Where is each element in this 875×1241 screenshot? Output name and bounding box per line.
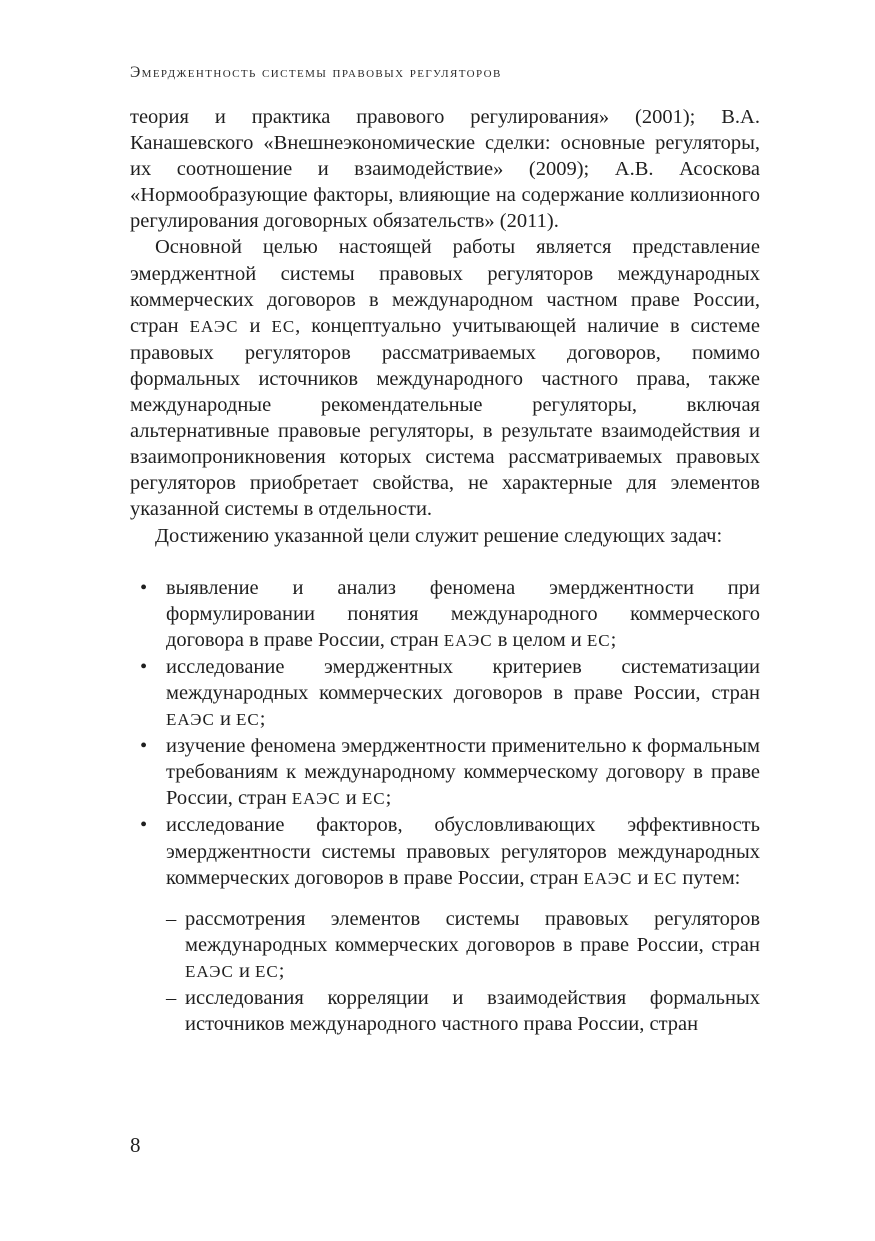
paragraph-tasks-intro: Достижению указанной цели служит решение следующих задач: (155, 524, 723, 547)
list-item-text: выявление и анализ феномена эмерджентности при формулировании понятия международного коммерческого договора в праве России, стран (166, 576, 760, 651)
abbr-es: ЕС (361, 789, 386, 809)
body-text (130, 104, 760, 1037)
list-item (130, 733, 760, 812)
list-item-text: ; (385, 787, 392, 810)
list-item (130, 812, 760, 891)
page-number: 8 (130, 1133, 141, 1157)
dash-marker: – (166, 907, 177, 930)
list-item-text: и (340, 787, 362, 810)
abbr-eaes: ЕАЭС (443, 630, 493, 650)
paragraph-continuation: теория и практика правового регулирования» (2001); В.А. Канашевского «Внешнеэкономические сделки: основные регуляторы, их соотношение и взаимодействие» (2009); А.В. Асоскова «Нормообразующие факторы, влияющие на содержание коллизионного регулирования договорных обязательств» (2011). (130, 106, 760, 233)
list-item (130, 985, 760, 1037)
abbr-eaes: ЕАЭС (185, 961, 234, 981)
list-item-text: исследование эмерджентных критериев систематизации международных коммерческих договоров в праве России, стран (166, 655, 760, 704)
bullet-marker: • (140, 814, 148, 837)
dash-marker: – (166, 987, 177, 1009)
abbr-eaes: ЕАЭС (166, 710, 215, 730)
abbr-eaes: ЕАЭС (291, 789, 341, 809)
abbr-es: ЕС (236, 710, 260, 730)
bullet-marker: • (140, 576, 148, 599)
list-item-text: и (233, 959, 256, 982)
paragraph-goal-text-2: и (238, 314, 272, 337)
list-item-text: изучение феномена эмерджентности применительно к формальным требованиям к международному коммерческому договору в праве России, стран (166, 735, 760, 810)
abbr-eaes: ЕАЭС (189, 316, 239, 336)
abbr-es: ЕС (255, 961, 279, 981)
running-head: Эмерджентность системы правовых регуляторов (130, 64, 502, 81)
list-item-text: и (214, 708, 237, 731)
list-item-text: исследования корреляции и взаимодействия формальных источников международного частного права России, стран (185, 987, 760, 1036)
list-item-text: ; (259, 708, 266, 731)
list-item-text: исследование факторов, обусловливающих эффективность эмерджентности системы правовых регуляторов международных коммерческих договоров в праве России, стран (166, 814, 760, 889)
list-item-text: в целом и (492, 628, 587, 651)
subtasks-list (130, 906, 760, 1037)
list-item-text: ; (610, 628, 617, 651)
list-item-text: рассмотрения элементов системы правовых регуляторов международных коммерческих договоров в праве России, стран (185, 907, 760, 956)
abbr-eaes: ЕАЭС (583, 868, 633, 888)
paragraph-goal (130, 234, 760, 522)
abbr-es: ЕС (586, 630, 611, 650)
list-item (130, 906, 760, 985)
list-item (130, 575, 760, 654)
paragraph-goal-text-1: Основной целью настоящей работы является представление эмерджентной системы правовых регуляторов международных коммерческих договоров в международном частном праве России, стран (130, 236, 760, 337)
abbr-es: ЕС (653, 868, 678, 888)
bullet-marker: • (140, 655, 148, 678)
bullet-marker: • (140, 735, 148, 758)
tasks-list (130, 575, 760, 892)
list-item-text: ; (278, 959, 285, 982)
abbr-es: ЕС (271, 316, 296, 336)
list-item (130, 654, 760, 733)
book-page (130, 0, 760, 1241)
list-item-text: путем: (677, 866, 741, 889)
paragraph-goal-text-3: , концептуально учитывающей наличие в системе правовых регуляторов рассматриваемых договоров, помимо формальных источников международного частного права, также международные рекомендательные регуляторы, включая альтернативные правовые регуляторы, в результате взаимодействия и взаимопроникновения которых система рассматриваемых правовых регуляторов приобретает свойства, не характерные для элементов указанной системы в отдельности. (130, 314, 760, 521)
list-item-text: и (632, 866, 654, 889)
